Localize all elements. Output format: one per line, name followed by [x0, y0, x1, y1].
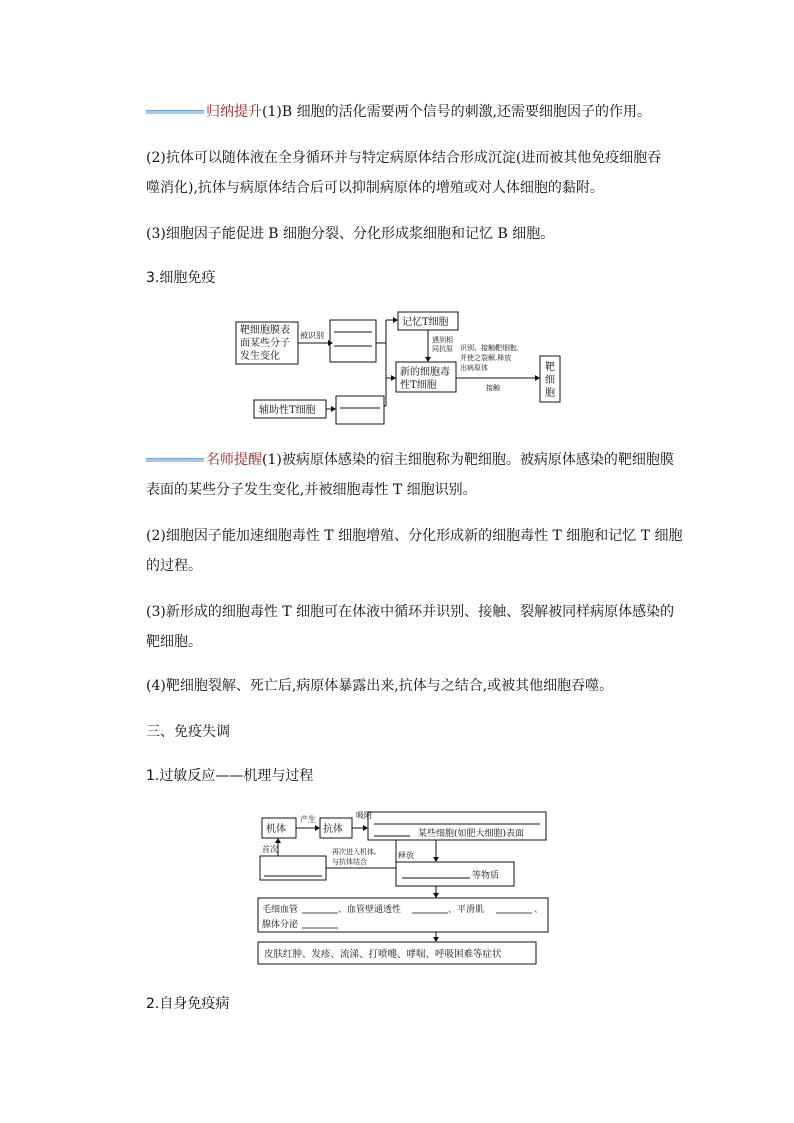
label-contact: 接触: [486, 384, 500, 392]
summary-tag: 归纳提升: [206, 104, 262, 120]
label-substances: 等物质: [472, 871, 500, 881]
label-effects-1d: 、: [534, 905, 544, 915]
summary-p2b: 噬消化),抗体与病原体结合后可以抑制病原体的增殖或对人体细胞的黏附。: [146, 180, 604, 196]
box-blank-2: [336, 396, 384, 424]
label-effects-1a: 毛细血管: [262, 905, 299, 915]
label-antibody: 抗体: [323, 824, 343, 835]
tip-t2b: 的过程。: [146, 558, 202, 574]
tip-tag: 名师提醒: [206, 452, 262, 468]
label-target-change-2: 面某些分子: [240, 338, 290, 349]
tip-t1b: 表面的某些分子发生变化,并被细胞毒性 T 细胞识别。: [146, 482, 477, 498]
label-reenter-2: 与抗体结合: [332, 858, 367, 866]
label-action-1: 识别、接触靶细胞,: [460, 344, 519, 352]
label-new-ctl-2: 性T细胞: [400, 380, 437, 391]
tip-t2a: (2)细胞因子能加速细胞毒性 T 细胞增殖、分化形成新的细胞毒性 T 细胞和记忆 T 细胞: [146, 528, 683, 544]
label-recognized: 被识别: [300, 331, 324, 340]
label-first-time: 首次: [262, 845, 278, 854]
label-same-antigen-2: 同抗原: [432, 345, 453, 353]
label-target-change-3: 发生变化: [240, 351, 280, 362]
label-adsorb: 吸附: [356, 811, 372, 820]
tag-bar-decoration: [146, 458, 204, 462]
label-effects-1b: 、血管壁通透性: [338, 905, 402, 915]
label-effects-2: 腺体分泌: [262, 920, 299, 930]
summary-p1: (1)B 细胞的活化需要两个信号的刺激,还需要细胞因子的作用。: [262, 104, 652, 120]
label-symptoms: 皮肤红肿、发疹、流涕、打喷嚏、哮喘、呼吸困难等症状: [264, 949, 502, 960]
label-target-3: 胞: [545, 388, 555, 399]
label-action-3: 出病原体: [460, 364, 488, 372]
label-target-change-1: 靶细胞膜表: [240, 325, 290, 336]
tip-t3b: 靶细胞。: [146, 634, 202, 650]
label-same-antigen-1: 遇到相: [432, 336, 453, 344]
tip-t1a: (1)被病原体感染的宿主细胞称为靶细胞。被病原体感染的靶细胞膜: [262, 452, 674, 468]
heading-cell-immunity: 3.细胞免疫: [146, 270, 216, 286]
tip-t3a: (3)新形成的细胞毒性 T 细胞可在体液中循环并识别、接触、裂解被同样病原体感染的: [146, 604, 675, 620]
label-new-ctl-1: 新的细胞毒: [400, 367, 450, 378]
cell-immunity-diagram: [234, 306, 564, 426]
box-blank-1: [330, 320, 376, 362]
tag-bar-decoration: [146, 110, 204, 114]
summary-line-1: [146, 94, 652, 130]
tip-t4: (4)靶细胞裂解、死亡后,病原体暴露出来,抗体与之结合,或被其他细胞吞噬。: [146, 678, 614, 694]
heading-immune-disorder: 三、免疫失调: [146, 724, 230, 740]
label-target-2: 细: [545, 375, 555, 386]
allergy-diagram: [256, 808, 550, 966]
label-action-2: 并使之裂解,释放: [460, 354, 512, 362]
label-helper-t: 辅助性T细胞: [259, 405, 316, 416]
label-target-1: 靶: [545, 362, 555, 373]
label-cell-surface: 某些细胞(如肥大细胞)表面: [418, 829, 525, 839]
label-produce: 产生: [300, 815, 316, 824]
label-memory-t: 记忆T细胞: [402, 317, 449, 328]
label-effects-1c: 、平滑肌: [448, 905, 485, 915]
box-effects: [258, 898, 548, 932]
label-reenter-1: 再次进入机体,: [332, 848, 377, 856]
label-body: 机体: [266, 824, 286, 835]
heading-allergy: 1.过敏反应——机理与过程: [146, 768, 314, 784]
summary-p3: (3)细胞因子能促进 B 细胞分裂、分化形成浆细胞和记忆 B 细胞。: [146, 226, 555, 242]
label-release: 释放: [398, 851, 414, 860]
summary-p2a: (2)抗体可以随体液在全身循环并与特定病原体结合形成沉淀(进而被其他免疫细胞吞: [146, 150, 662, 166]
heading-autoimmune: 2.自身免疫病: [146, 996, 230, 1012]
